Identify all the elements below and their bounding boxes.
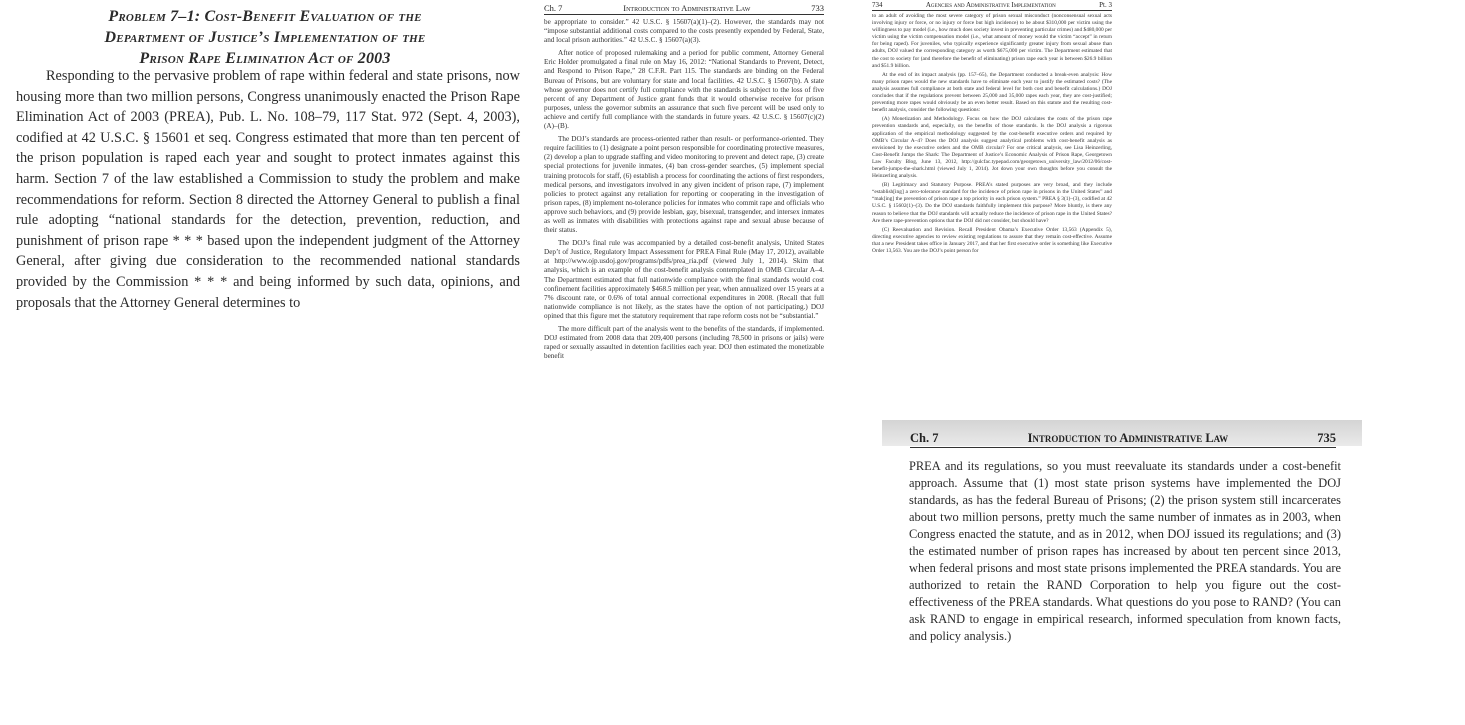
question-b: (B) Legitimacy and Statutory Purpose. PREA’s stated purposes are very broad, and they include “establish[ing] a zero-tolerance standard for the incidence of prison rape in prisons in the United States” and “mak[ing] the prevention of prison rape a top priority in each prison system.” PREA § 3(1)–(3), codified at 42 U.S.C. § 15602(1)–(3). Do the DOJ standards faithfully implement this purpose? More bluntly, is there any reason to believe that the DOJ standards will actually reduce the incidence of prison rape in the United States? Are there rape-prevention options that the DOJ did not consider, but should have? (872, 182, 1112, 224)
page-734 (868, 0, 1116, 400)
page-number: 734 (872, 1, 883, 9)
paragraph: The more difficult part of the analysis went to the benefits of the standards, if implemented. DOJ estimated from 2008 data that 209,400 persons (including 78,500 in prisons or jails) were raped or sexually assaulted in detention facilities each year. DOJ then estimated the monetizable benefit (544, 325, 824, 361)
problem-title (10, 6, 520, 69)
problem-page-crop (0, 0, 530, 311)
problem-title-line: Department of Justice’s Implementation of the (104, 29, 426, 46)
page-735 (882, 420, 1362, 650)
running-header (872, 0, 1112, 11)
page-body (544, 18, 824, 458)
paragraph: to an adult of avoiding the most severe category of prison sexual misconduct (nonconsensual sexual acts involving injury or force, or no injury or force but high incidence) to be about $310,000 per victim using the willingness to pay model (i.e., how much does society invest in preventing particular crimes) and $480,000 per victim using the victim compensation model (i.e., what amount of money would the victim “accept” in return for being raped). For juveniles, who typically experience significantly greater injury from sexual abuse than adults, DOJ valued the corresponding category as worth $675,000 per victim. The Department estimated that the cost to society for (and therefore the benefit of eliminating) prison rape each year is between $26.9 billion and $51.9 billion. (872, 13, 1112, 69)
running-title: Introduction to Administrative Law (1027, 431, 1229, 445)
part-label: Pt. 3 (1099, 1, 1112, 9)
paragraph: The DOJ’s standards are process-oriented rather than result- or performance-oriented. They require facilities to (1) designate a point person responsible for coordinating protective measures, (2) develop a plan to upgrade staffing and video monitoring to prevent and detect rape, (3) create special protections for juvenile inmates, (4) ban cross-gender searches, (5) implement special training protocols for staff, (6) establish a process for coordinating the actions of first responders, medical persons, and investigators involved in any given incident of prison rape, (7) implement policies to protect against any retaliation for reporting or cooperating in the investigation of prison rapes, (8) implement no-tolerance policies for inmates who commit rape and officials who approve such behaviors, and (9) provide lesbian, gay, bisexual, transgender, and intersex inmates as well as inmates with disabilities with protections against rape and sexual abuse because of their status. (544, 135, 824, 235)
page-number: 735 (1317, 431, 1336, 445)
problem-title-line: Prison Rape Elimination Act of 2003 (139, 50, 391, 67)
problem-intro-paragraph: Responding to the pervasive problem of rape within federal and state prisons, now housing more than two million persons, Congress unanimously enacted the Prison Rape Elimination Act of 2003 (PREA), Pub. L. No. 108–79, 117 Stat. 972 (Sept. 4, 2003), codified at 42 U.S.C. § 15601 et seq. Congress estimated that more than ten percent of the prison population is raped each year and sought to protect inmates against this harm. Section 7 of the law established a Commission to study the problem and make recommendations for reform. Section 8 directed the Attorney General to publish a final rule adopting “national standards for the detection, prevention, reduction, and punishment of prison rape * * * based upon the independent judgment of the Attorney General, after giving due consideration to the recommended national standards provided by the Commission * * * and being informed by such data, opinions, and proposals that the Attorney General determines to (16, 68, 520, 311)
problem-title-line: Problem 7–1: Cost-Benefit Evaluation of the (108, 8, 422, 25)
question-a: (A) Monetization and Methodology. Focus on how the DOJ calculates the costs of the prison rape prevention standards and, especially, on the benefits of those standards. Is the DOJ analysis a rigorous application of the empirical methodology suggested by the cost-benefit executive orders and required by OMB’s Circular A–4? Does the DOJ analysis suggest analytical problems with cost-benefit analysis as envisioned by the executive orders and the OMB circular? For one critical analysis, see Lisa Heinzerling, Cost-Benefit Jumps the Shark: The Department of Justice’s Economic Analysis of Prison Rape, Georgetown Law Faculty Blog, June 13, 2012, http://gulcfac.typepad.com/georgetown_university_law/2012/06/cost-benefit-jumps-the-shark.html (viewed July 1, 2014). Jot down your own thoughts before you consult the Heinzerling analysis. (872, 116, 1112, 180)
page-733 (540, 0, 830, 460)
paragraph: At the end of its impact analysis (pp. 157–65), the Department conducted a break-even analysis: How many prison rapes would the new standards have to eliminate each year to justify the estimated costs? (The analysis assumes full compliance at both state and federal level for both cost and benefit calculations.) DOJ concludes that if the regulations prevent between 25,000 and 35,000 rapes each year, they are cost-justified; preventing more rapes would obviously be an even better result. Based on this statute and the resulting cost-benefit analysis, consider the following questions: (872, 71, 1112, 114)
paragraph: be appropriate to consider.” 42 U.S.C. § 15607(a)(1)–(2). However, the standards may not “impose substantial additional costs compared to the costs presently expended by Federal, State, and local prison authorities.” 42 U.S.C. § 15607(a)(3). (544, 18, 824, 45)
paragraph: The DOJ’s final rule was accompanied by a detailed cost-benefit analysis, United States Dep’t of Justice, Regulatory Impact Assessment for PREA Final Rule (May 17, 2012), available at http://www.ojp.usdoj.gov/programs/pdfs/prea_ria.pdf (viewed July 1, 2014). Skim that analysis, which is an example of the cost-benefit analysis contemplated in OMB Circular A–4. The Department estimated that full nationwide compliance with the final standards would cost confinement facilities approximately $468.5 million per year, when annualized over 15 years at a 7% discount rate, or 0.6% of total annual correctional expenditures in 2008. (Recall that full nationwide compliance is not likely, as the states have the option of not participating.) DOJ opined that this figure met the statutory requirement that rape reform costs not be “substantial.” (544, 239, 824, 320)
page-number: 733 (811, 3, 824, 13)
paragraph: After notice of proposed rulemaking and a period for public comment, Attorney General Eric Holder promulgated a final rule on May 16, 2012: “National Standards to Prevent, Detect, and Respond to Prison Rape,” 28 C.F.R. Part 115. The standards are binding on the Federal Bureau of Prisons, but are voluntary for state and local facilities. 42 U.S.C. § 15607(b). A state whose governor does not certify full compliance with the standards is subject to the loss of five percent of any Department of Justice grant funds that it would otherwise receive for prison purposes, unless the governor submits an assurance that such five percent will be used only to achieve and certify full compliance with the standards in future years. 42 U.S.C. § 15607(c)(2)(A)–(B). (544, 49, 824, 131)
chapter-label: Ch. 7 (544, 3, 563, 13)
running-header (544, 2, 824, 15)
page-body: PREA and its regulations, so you must reevaluate its standards under a cost-benefit approach. Assume that (1) most state prison systems have implemented the DOJ standards, as has the federal Bureau of Prisons; (2) the prison system still incarcerates about two million persons, pretty much the same number of inmates as in 2003, when Congress enacted the statute, and as in 2012, when DOJ issued its regulations; and (3) the estimated number of prison rapes has increased by about ten percent since 2013, when federal prisons and most state prisons implemented the PREA standards. You are authorized to retain the RAND Corporation to help you figure out the cost-effectiveness of the PREA standards. What questions do you pose to RAND? (You can ask RAND to engage in empirical research, informed speculation from known facts, and policy analysis.) (909, 459, 1341, 643)
page-body (872, 13, 1112, 398)
chapter-label: Ch. 7 (910, 431, 939, 445)
running-title: Agencies and Administrative Implementation (925, 1, 1056, 9)
question-c: (C) Reevaluation and Revision. Recall President Obama’s Executive Order 13,563 (Appendix 5), directing executive agencies to review existing regulations to assure that they remain cost-effective. Assume that a new President takes office in January 2017, and that her first executive order is something like Executive Order 13,563. You are the DOJ’s point person for (872, 226, 1112, 254)
running-header (910, 430, 1336, 448)
running-title: Introduction to Administrative Law (623, 3, 751, 13)
